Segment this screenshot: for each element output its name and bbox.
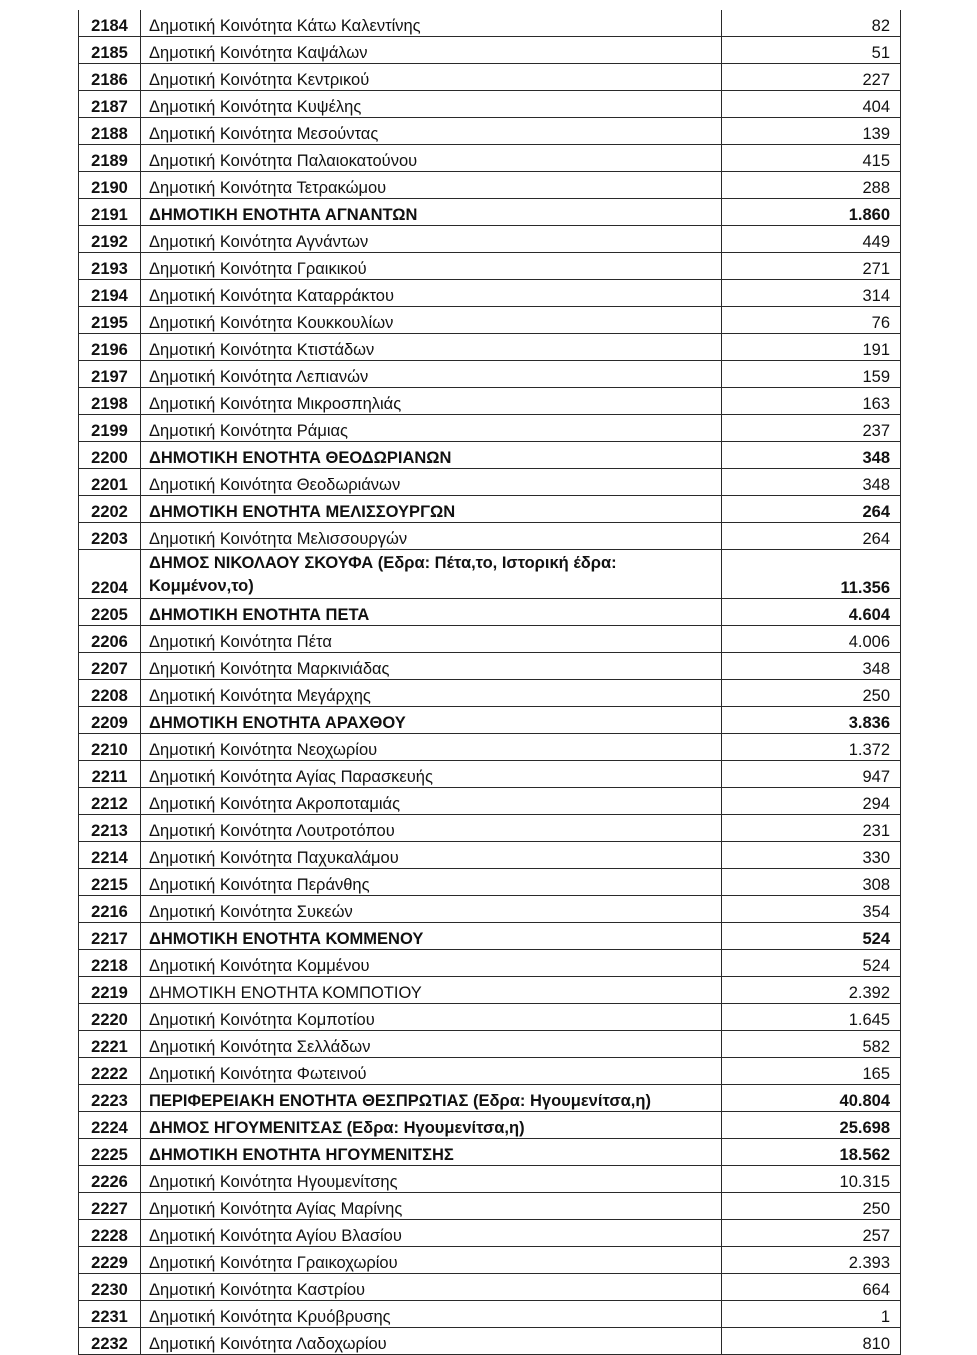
population-value-cell: 139 xyxy=(722,118,901,145)
community-name-cell: Δημοτική Κοινότητα Παχυκαλάμου xyxy=(141,842,722,869)
community-name-cell: Δημοτική Κοινότητα Ακροποταμιάς xyxy=(141,788,722,815)
population-value-cell: 82 xyxy=(722,10,901,37)
community-name-cell: ΔΗΜΟΤΙΚΗ ΕΝΟΤΗΤΑ ΑΓΝΑΝΤΩΝ xyxy=(141,199,722,226)
table-row xyxy=(79,896,901,923)
population-value-cell: 415 xyxy=(722,145,901,172)
community-name-cell: ΔΗΜΟΤΙΚΗ ΕΝΟΤΗΤΑ ΚΟΜΜΕΝΟΥ xyxy=(141,923,722,950)
community-name-cell: Δημοτική Κοινότητα Μαρκινιάδας xyxy=(141,653,722,680)
table-row xyxy=(79,37,901,64)
community-name-cell: Δημοτική Κοινότητα Κυψέλης xyxy=(141,91,722,118)
row-number-cell: 2199 xyxy=(79,415,141,442)
community-name-cell: Δημοτική Κοινότητα Καταρράκτου xyxy=(141,280,722,307)
population-value-cell: 191 xyxy=(722,334,901,361)
table-row xyxy=(79,950,901,977)
community-name-cell: Δημοτική Κοινότητα Ράμιας xyxy=(141,415,722,442)
table-row xyxy=(79,442,901,469)
row-number-cell: 2206 xyxy=(79,626,141,653)
population-value-cell: 330 xyxy=(722,842,901,869)
population-value-cell: 348 xyxy=(722,469,901,496)
row-number-cell: 2198 xyxy=(79,388,141,415)
row-number-cell: 2220 xyxy=(79,1004,141,1031)
community-name-cell: Δημοτική Κοινότητα Φωτεινού xyxy=(141,1058,722,1085)
table-row xyxy=(79,1328,901,1355)
row-number-cell: 2186 xyxy=(79,64,141,91)
row-number-cell: 2201 xyxy=(79,469,141,496)
population-value-cell: 76 xyxy=(722,307,901,334)
table-row xyxy=(79,707,901,734)
table-row xyxy=(79,1058,901,1085)
community-name-cell: Δημοτική Κοινότητα Κρυόβρυσης xyxy=(141,1301,722,1328)
row-number-cell: 2213 xyxy=(79,815,141,842)
table-row xyxy=(79,788,901,815)
row-number-cell: 2215 xyxy=(79,869,141,896)
community-name-cell: Δημοτική Κοινότητα Λεπιανών xyxy=(141,361,722,388)
row-number-cell: 2208 xyxy=(79,680,141,707)
table-row xyxy=(79,388,901,415)
table-row xyxy=(79,361,901,388)
population-value-cell: 582 xyxy=(722,1031,901,1058)
row-number-cell: 2207 xyxy=(79,653,141,680)
population-value-cell: 250 xyxy=(722,1193,901,1220)
community-name-cell: Δημοτική Κοινότητα Αγνάντων xyxy=(141,226,722,253)
row-number-cell: 2214 xyxy=(79,842,141,869)
community-name-cell: Δημοτική Κοινότητα Αγίας Μαρίνης xyxy=(141,1193,722,1220)
population-value-cell: 40.804 xyxy=(722,1085,901,1112)
row-number-cell: 2189 xyxy=(79,145,141,172)
population-value-cell: 237 xyxy=(722,415,901,442)
community-name-cell: Δημοτική Κοινότητα Παλαιοκατούνου xyxy=(141,145,722,172)
population-table-page xyxy=(78,10,900,1355)
population-value-cell: 264 xyxy=(722,496,901,523)
table-row xyxy=(79,10,901,37)
row-number-cell: 2203 xyxy=(79,523,141,550)
row-number-cell: 2195 xyxy=(79,307,141,334)
row-number-cell: 2184 xyxy=(79,10,141,37)
community-name-cell: ΔΗΜΟΤΙΚΗ ΕΝΟΤΗΤΑ ΗΓΟΥΜΕΝΙΤΣΗΣ xyxy=(141,1139,722,1166)
population-value-cell: 250 xyxy=(722,680,901,707)
row-number-cell: 2230 xyxy=(79,1274,141,1301)
population-value-cell: 288 xyxy=(722,172,901,199)
community-name-cell: Δημοτική Κοινότητα Κάτω Καλεντίνης xyxy=(141,10,722,37)
row-number-cell: 2193 xyxy=(79,253,141,280)
population-table xyxy=(78,10,901,1355)
population-value-cell: 308 xyxy=(722,869,901,896)
population-value-cell: 51 xyxy=(722,37,901,64)
row-number-cell: 2197 xyxy=(79,361,141,388)
table-row xyxy=(79,64,901,91)
table-row xyxy=(79,118,901,145)
community-name-cell: Δημοτική Κοινότητα Αγίας Παρασκευής xyxy=(141,761,722,788)
community-name-cell: Δημοτική Κοινότητα Σελλάδων xyxy=(141,1031,722,1058)
population-value-cell: 3.836 xyxy=(722,707,901,734)
row-number-cell: 2204 xyxy=(79,550,141,599)
community-name-cell: Δημοτική Κοινότητα Περάνθης xyxy=(141,869,722,896)
row-number-cell: 2225 xyxy=(79,1139,141,1166)
community-name-cell: Δημοτική Κοινότητα Συκεών xyxy=(141,896,722,923)
population-value-cell: 257 xyxy=(722,1220,901,1247)
community-name-cell: Δημοτική Κοινότητα Καψάλων xyxy=(141,37,722,64)
community-name-cell: ΔΗΜΟΣ ΝΙΚΟΛΑΟΥ ΣΚΟΥΦΑ (Εδρα: Πέτα,το, Ιστορική έδρα: Κομμένον,το) xyxy=(141,550,722,599)
population-value-cell: 227 xyxy=(722,64,901,91)
table-row xyxy=(79,923,901,950)
table-row xyxy=(79,977,901,1004)
community-name-cell: Δημοτική Κοινότητα Πέτα xyxy=(141,626,722,653)
row-number-cell: 2200 xyxy=(79,442,141,469)
row-number-cell: 2216 xyxy=(79,896,141,923)
community-name-cell: Δημοτική Κοινότητα Κομμένου xyxy=(141,950,722,977)
table-row xyxy=(79,334,901,361)
row-number-cell: 2209 xyxy=(79,707,141,734)
community-name-cell: Δημοτική Κοινότητα Λαδοχωρίου xyxy=(141,1328,722,1355)
table-row xyxy=(79,626,901,653)
table-row xyxy=(79,680,901,707)
table-row xyxy=(79,496,901,523)
population-value-cell: 1.860 xyxy=(722,199,901,226)
population-value-cell: 294 xyxy=(722,788,901,815)
table-row xyxy=(79,550,901,599)
population-value-cell: 524 xyxy=(722,950,901,977)
row-number-cell: 2232 xyxy=(79,1328,141,1355)
population-value-cell: 2.393 xyxy=(722,1247,901,1274)
table-row xyxy=(79,761,901,788)
row-number-cell: 2205 xyxy=(79,599,141,626)
row-number-cell: 2192 xyxy=(79,226,141,253)
table-row xyxy=(79,280,901,307)
table-row xyxy=(79,307,901,334)
community-name-cell: Δημοτική Κοινότητα Μεσούντας xyxy=(141,118,722,145)
table-body xyxy=(79,10,901,1355)
table-row xyxy=(79,469,901,496)
community-name-cell: ΔΗΜΟΤΙΚΗ ΕΝΟΤΗΤΑ ΜΕΛΙΣΣΟΥΡΓΩΝ xyxy=(141,496,722,523)
community-name-cell: Δημοτική Κοινότητα Θεοδωριάνων xyxy=(141,469,722,496)
table-row xyxy=(79,815,901,842)
row-number-cell: 2219 xyxy=(79,977,141,1004)
community-name-cell: Δημοτική Κοινότητα Κομποτίου xyxy=(141,1004,722,1031)
population-value-cell: 231 xyxy=(722,815,901,842)
community-name-cell: ΔΗΜΟΤΙΚΗ ΕΝΟΤΗΤΑ ΘΕΟΔΩΡΙΑΝΩΝ xyxy=(141,442,722,469)
population-value-cell: 4.006 xyxy=(722,626,901,653)
table-row xyxy=(79,226,901,253)
population-value-cell: 404 xyxy=(722,91,901,118)
table-row xyxy=(79,1031,901,1058)
table-row xyxy=(79,599,901,626)
population-value-cell: 25.698 xyxy=(722,1112,901,1139)
population-value-cell: 159 xyxy=(722,361,901,388)
population-value-cell: 348 xyxy=(722,653,901,680)
community-name-cell: Δημοτική Κοινότητα Γραικικού xyxy=(141,253,722,280)
community-name-cell: Δημοτική Κοινότητα Αγίου Βλασίου xyxy=(141,1220,722,1247)
table-row xyxy=(79,1301,901,1328)
table-row xyxy=(79,1004,901,1031)
population-value-cell: 18.562 xyxy=(722,1139,901,1166)
row-number-cell: 2221 xyxy=(79,1031,141,1058)
community-name-cell: Δημοτική Κοινότητα Κεντρικού xyxy=(141,64,722,91)
table-row xyxy=(79,91,901,118)
population-value-cell: 664 xyxy=(722,1274,901,1301)
community-name-cell: ΔΗΜΟΣ ΗΓΟΥΜΕΝΙΤΣΑΣ (Εδρα: Ηγουμενίτσα,η) xyxy=(141,1112,722,1139)
population-value-cell: 810 xyxy=(722,1328,901,1355)
table-row xyxy=(79,842,901,869)
table-row xyxy=(79,523,901,550)
population-value-cell: 524 xyxy=(722,923,901,950)
table-row xyxy=(79,1085,901,1112)
community-name-cell: ΠΕΡΙΦΕΡΕΙΑΚΗ ΕΝΟΤΗΤΑ ΘΕΣΠΡΩΤΙΑΣ (Εδρα: Ηγουμενίτσα,η) xyxy=(141,1085,722,1112)
population-value-cell: 271 xyxy=(722,253,901,280)
row-number-cell: 2222 xyxy=(79,1058,141,1085)
community-name-cell: Δημοτική Κοινότητα Κτιστάδων xyxy=(141,334,722,361)
population-value-cell: 10.315 xyxy=(722,1166,901,1193)
row-number-cell: 2202 xyxy=(79,496,141,523)
table-row xyxy=(79,145,901,172)
row-number-cell: 2187 xyxy=(79,91,141,118)
row-number-cell: 2211 xyxy=(79,761,141,788)
population-value-cell: 354 xyxy=(722,896,901,923)
population-value-cell: 1.372 xyxy=(722,734,901,761)
population-value-cell: 947 xyxy=(722,761,901,788)
row-number-cell: 2218 xyxy=(79,950,141,977)
population-value-cell: 11.356 xyxy=(722,550,901,599)
community-name-cell: Δημοτική Κοινότητα Γραικοχωρίου xyxy=(141,1247,722,1274)
community-name-cell: ΔΗΜΟΤΙΚΗ ΕΝΟΤΗΤΑ ΑΡΑΧΘΟΥ xyxy=(141,707,722,734)
row-number-cell: 2188 xyxy=(79,118,141,145)
row-number-cell: 2217 xyxy=(79,923,141,950)
population-value-cell: 163 xyxy=(722,388,901,415)
row-number-cell: 2196 xyxy=(79,334,141,361)
community-name-cell: Δημοτική Κοινότητα Ηγουμενίτσης xyxy=(141,1166,722,1193)
community-name-cell: Δημοτική Κοινότητα Κουκκουλίων xyxy=(141,307,722,334)
row-number-cell: 2185 xyxy=(79,37,141,64)
row-number-cell: 2190 xyxy=(79,172,141,199)
population-value-cell: 1.645 xyxy=(722,1004,901,1031)
population-value-cell: 264 xyxy=(722,523,901,550)
row-number-cell: 2194 xyxy=(79,280,141,307)
table-row xyxy=(79,1112,901,1139)
community-name-cell: Δημοτική Κοινότητα Νεοχωρίου xyxy=(141,734,722,761)
population-value-cell: 2.392 xyxy=(722,977,901,1004)
row-number-cell: 2227 xyxy=(79,1193,141,1220)
community-name-cell: ΔΗΜΟΤΙΚΗ ΕΝΟΤΗΤΑ ΚΟΜΠΟΤΙΟΥ xyxy=(141,977,722,1004)
population-value-cell: 449 xyxy=(722,226,901,253)
population-value-cell: 314 xyxy=(722,280,901,307)
row-number-cell: 2212 xyxy=(79,788,141,815)
community-name-cell: Δημοτική Κοινότητα Λουτροτόπου xyxy=(141,815,722,842)
table-row xyxy=(79,734,901,761)
table-row xyxy=(79,1139,901,1166)
community-name-cell: ΔΗΜΟΤΙΚΗ ΕΝΟΤΗΤΑ ΠΕΤΑ xyxy=(141,599,722,626)
table-row xyxy=(79,415,901,442)
table-row xyxy=(79,1166,901,1193)
row-number-cell: 2210 xyxy=(79,734,141,761)
row-number-cell: 2231 xyxy=(79,1301,141,1328)
community-name-cell: Δημοτική Κοινότητα Μεγάρχης xyxy=(141,680,722,707)
row-number-cell: 2224 xyxy=(79,1112,141,1139)
table-row xyxy=(79,172,901,199)
community-name-cell: Δημοτική Κοινότητα Τετρακώμου xyxy=(141,172,722,199)
row-number-cell: 2229 xyxy=(79,1247,141,1274)
population-value-cell: 165 xyxy=(722,1058,901,1085)
table-row xyxy=(79,199,901,226)
table-row xyxy=(79,869,901,896)
table-row xyxy=(79,653,901,680)
row-number-cell: 2228 xyxy=(79,1220,141,1247)
population-value-cell: 348 xyxy=(722,442,901,469)
row-number-cell: 2226 xyxy=(79,1166,141,1193)
table-row xyxy=(79,1274,901,1301)
population-value-cell: 1 xyxy=(722,1301,901,1328)
row-number-cell: 2191 xyxy=(79,199,141,226)
table-row xyxy=(79,253,901,280)
table-row xyxy=(79,1193,901,1220)
population-value-cell: 4.604 xyxy=(722,599,901,626)
row-number-cell: 2223 xyxy=(79,1085,141,1112)
community-name-cell: Δημοτική Κοινότητα Μελισσουργών xyxy=(141,523,722,550)
community-name-cell: Δημοτική Κοινότητα Καστρίου xyxy=(141,1274,722,1301)
community-name-cell: Δημοτική Κοινότητα Μικροσπηλιάς xyxy=(141,388,722,415)
table-row xyxy=(79,1247,901,1274)
table-row xyxy=(79,1220,901,1247)
